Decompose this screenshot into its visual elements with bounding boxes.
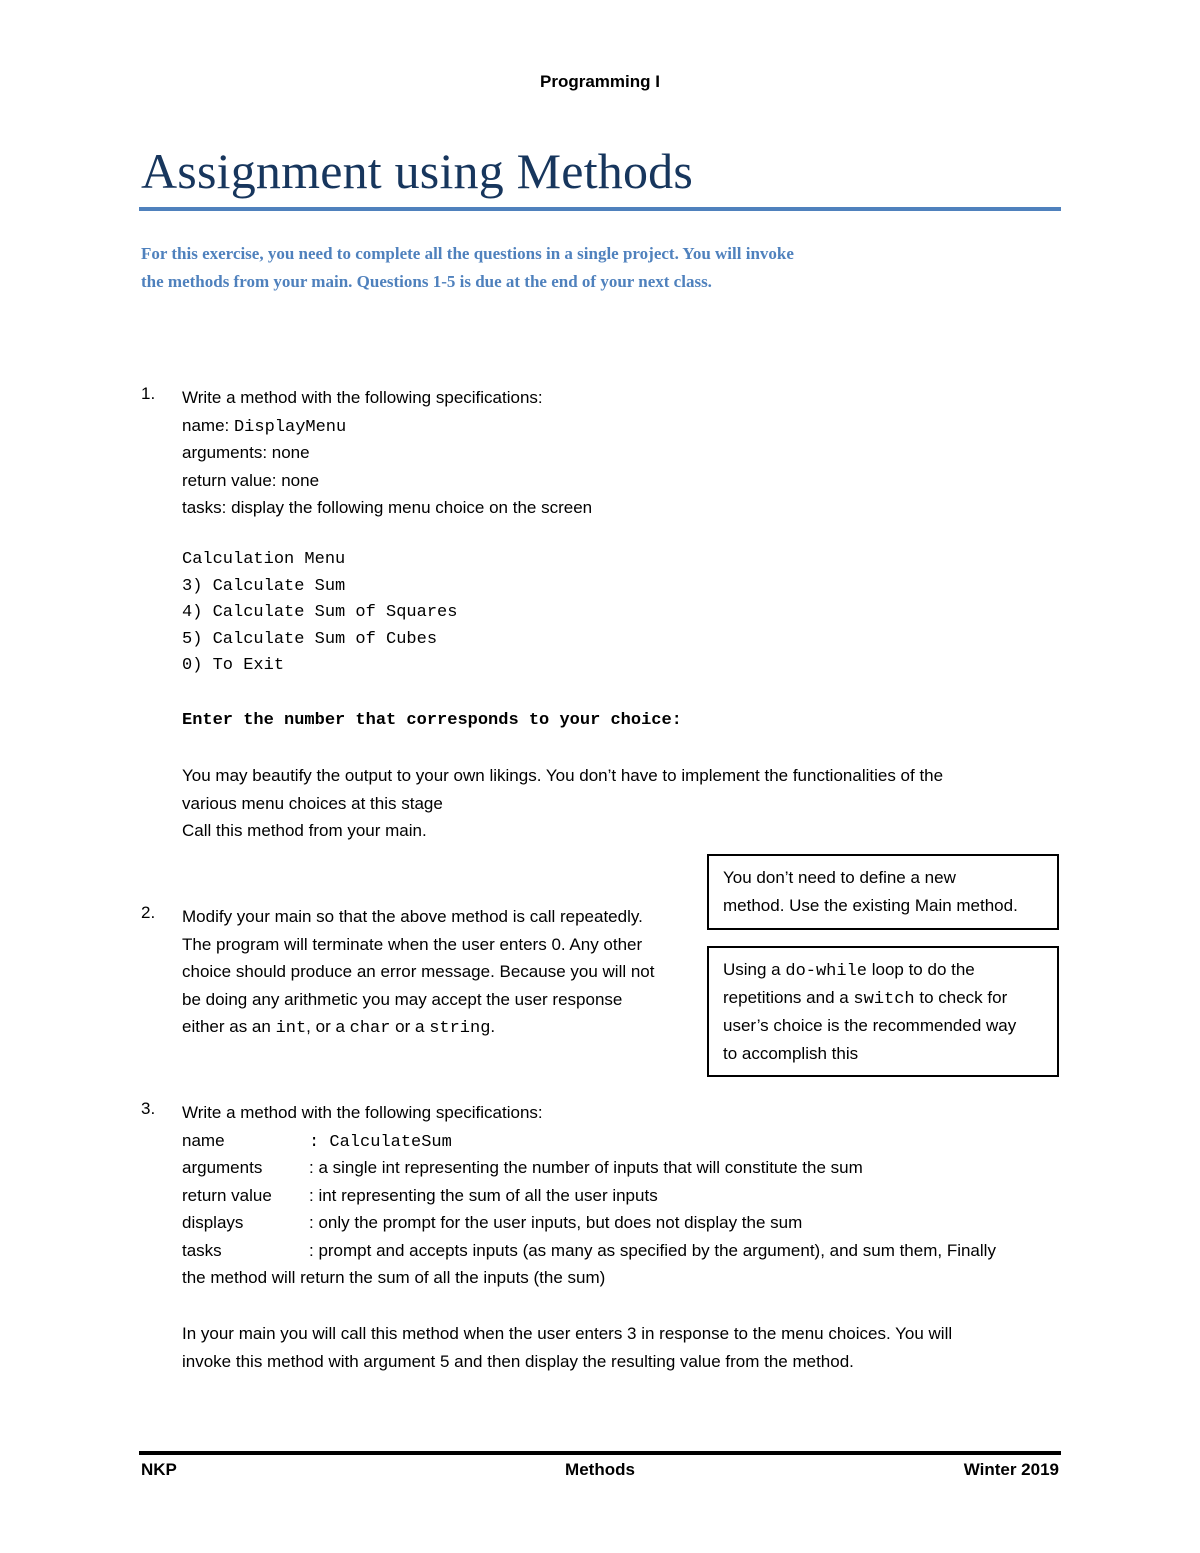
question-1 [182,384,592,522]
spec-row: arguments : a single int representing the number of inputs that will constitute the sum [182,1158,863,1177]
method-name: DisplayMenu [233,417,347,437]
code-line: 3) Calculate Sum [182,576,346,596]
menu-prompt: Enter the number that corresponds to your choice: [182,711,682,730]
q3-intro: Write a method with the following specifications: [182,1103,543,1122]
q1-name: name: DisplayMenu [182,415,347,437]
inline-code: do-while [785,962,867,981]
question-2 [182,903,655,1041]
intro-paragraph [141,240,1061,295]
footer-term: Winter 2019 [963,1460,1059,1479]
inline-code: switch [853,990,915,1009]
note-line: You may beautify the output to your own likings. You don’t have to implement the functionalities of the [182,766,944,785]
spec-row: name : CalculateSum [182,1130,452,1152]
question-number: 3. [141,1099,156,1118]
spec-row: tasks : prompt and accepts inputs (as many as specified by the argument), and sum them, Finally [182,1240,996,1260]
q3-paragraph [182,1320,952,1375]
note-line: Call this method from your main. [182,821,427,840]
q1-return-value: return value: none [182,470,320,490]
q1-tasks: tasks: display the following menu choice on the screen [182,498,593,517]
code-line: 5) Calculate Sum of Cubes [182,629,438,649]
note-box-do-while: Using a do-while loop to do the repetitions and a switch to check for user’s choice is the recommended way to accomplish this [707,946,1059,1077]
q3-paragraph-line: In your main you will call this method when the user enters 3 in response to the menu choices. You will [182,1324,953,1343]
note-line: various menu choices at this stage [182,793,443,813]
q2-line: be doing any arithmetic you may accept the user response [182,989,623,1009]
running-header: Programming I [540,72,660,91]
title-rule [139,207,1061,211]
q2-line: choice should produce an error message. Because you will not [182,962,655,981]
question-number: 2. [141,903,156,922]
q1-arguments: arguments: none [182,443,310,462]
question-3 [182,1099,996,1292]
q1-intro: Write a method with the following specifications: [182,388,543,407]
inline-code: string [429,1019,491,1038]
question-number: 1. [141,384,156,403]
inline-code: char [349,1019,391,1038]
footer-author: NKP [141,1460,177,1479]
document-title: Assignment using Methods [141,143,694,199]
footer-rule [139,1451,1061,1455]
intro-line: For this exercise, you need to complete all the questions in a single project. You will invoke [141,244,794,263]
q2-line: Modify your main so that the above method is call repeatedly. [182,907,643,926]
inline-code: int [275,1019,307,1038]
code-line: 4) Calculate Sum of Squares [182,603,458,622]
q1-note [182,762,943,845]
footer-topic: Methods [565,1460,635,1479]
intro-line: the methods from your main. Questions 1-5 is due at the end of your next class. [141,271,712,291]
q3-paragraph-line: invoke this method with argument 5 and then display the resulting value from the method. [182,1351,854,1371]
note-box-main-method: You don’t need to define a new method. Use the existing Main method. [707,854,1059,930]
spec-row: return value : int representing the sum of all the user inputs [182,1185,658,1205]
q2-line: The program will terminate when the user enters 0. Any other [182,934,643,954]
code-line: Calculation Menu [182,550,346,569]
code-line: 0) To Exit [182,656,285,675]
q3-tasks-continued: the method will return the sum of all the inputs (the sum) [182,1268,606,1287]
q2-line: either as an int, or a char or a string. [182,1017,496,1038]
spec-row: displays : only the prompt for the user inputs, but does not display the sum [182,1213,803,1232]
menu-code-block [182,547,457,680]
